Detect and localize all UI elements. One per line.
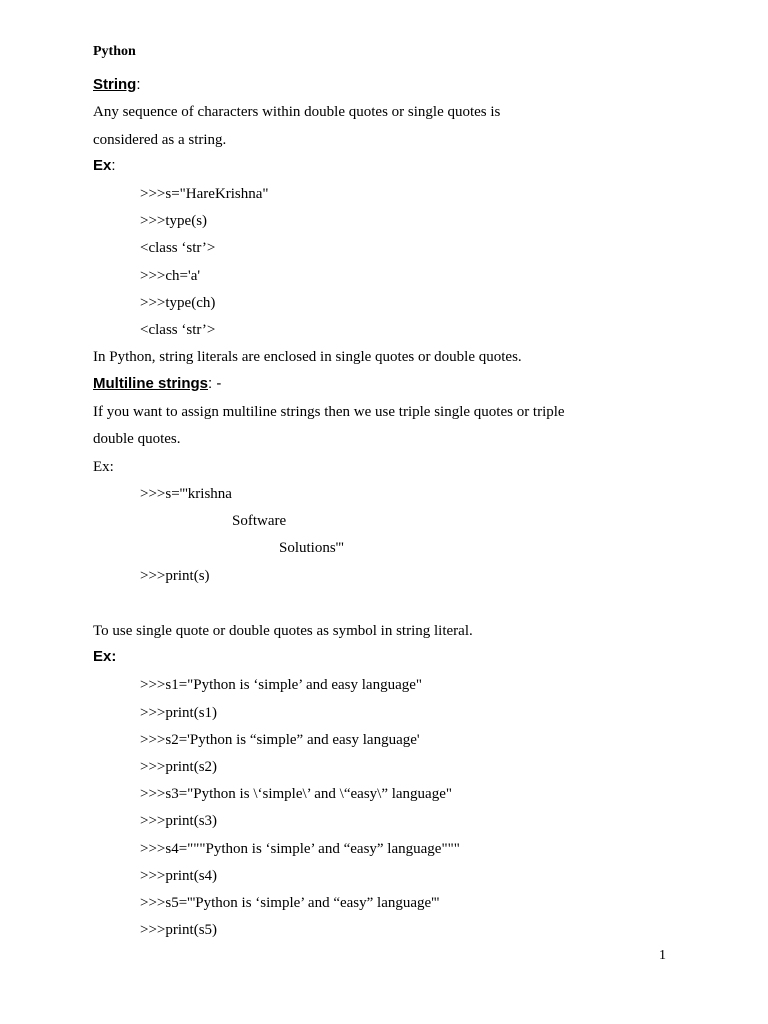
code-line: >>>s='''krishna xyxy=(140,486,232,502)
example-label-suffix: : xyxy=(111,157,116,174)
example-label xyxy=(93,648,116,666)
code-line: >>>print(s4) xyxy=(140,868,218,884)
paragraph-line: double quotes. xyxy=(93,431,181,447)
code-line: >>>print(s2) xyxy=(140,759,218,775)
paragraph-line: In Python, string literals are enclosed in single quotes or double quotes. xyxy=(93,349,522,365)
section-heading-string xyxy=(93,76,141,94)
code-line: Software xyxy=(232,513,287,529)
section-heading-multiline xyxy=(93,375,221,393)
code-line: >>>s2='Python is “simple” and easy language' xyxy=(140,732,420,748)
heading-text: Multiline strings xyxy=(93,375,209,392)
code-line: >>>type(s) xyxy=(140,213,208,229)
example-label xyxy=(93,157,116,175)
example-label: Ex: xyxy=(93,459,114,475)
paragraph-line: considered as a string. xyxy=(93,132,227,148)
page-number: 1 xyxy=(659,948,666,963)
code-line: >>>s="HareKrishna" xyxy=(140,186,269,202)
code-line: >>>s4="""Python is ‘simple’ and “easy” language""" xyxy=(140,841,460,857)
code-line: <class ‘str’> xyxy=(140,322,216,338)
code-line: >>>print(s) xyxy=(140,568,210,584)
code-line: >>>print(s3) xyxy=(140,813,218,829)
heading-suffix: : xyxy=(136,76,141,93)
code-line: >>>print(s5) xyxy=(140,922,218,938)
code-line: >>>s1="Python is ‘simple’ and easy language" xyxy=(140,677,423,693)
page-title: Python xyxy=(93,44,136,59)
heading-text: String xyxy=(93,76,137,93)
code-line: >>>print(s1) xyxy=(140,705,218,721)
code-line: >>>s5='''Python is ‘simple’ and “easy” language''' xyxy=(140,895,440,911)
paragraph-line: Any sequence of characters within double quotes or single quotes is xyxy=(93,104,501,120)
paragraph-line: If you want to assign multiline strings then we use triple single quotes or triple xyxy=(93,404,565,420)
code-line: >>>type(ch) xyxy=(140,295,216,311)
example-label-text: Ex xyxy=(93,157,112,174)
code-line: >>>ch='a' xyxy=(140,268,201,284)
example-label-text: Ex: xyxy=(93,648,117,665)
paragraph-line: To use single quote or double quotes as symbol in string literal. xyxy=(93,623,473,639)
code-line: >>>s3="Python is \‘simple\’ and \“easy\” language" xyxy=(140,786,452,802)
code-line: <class ‘str’> xyxy=(140,240,216,256)
heading-suffix: : - xyxy=(208,375,222,392)
code-line: Solutions''' xyxy=(279,540,344,556)
